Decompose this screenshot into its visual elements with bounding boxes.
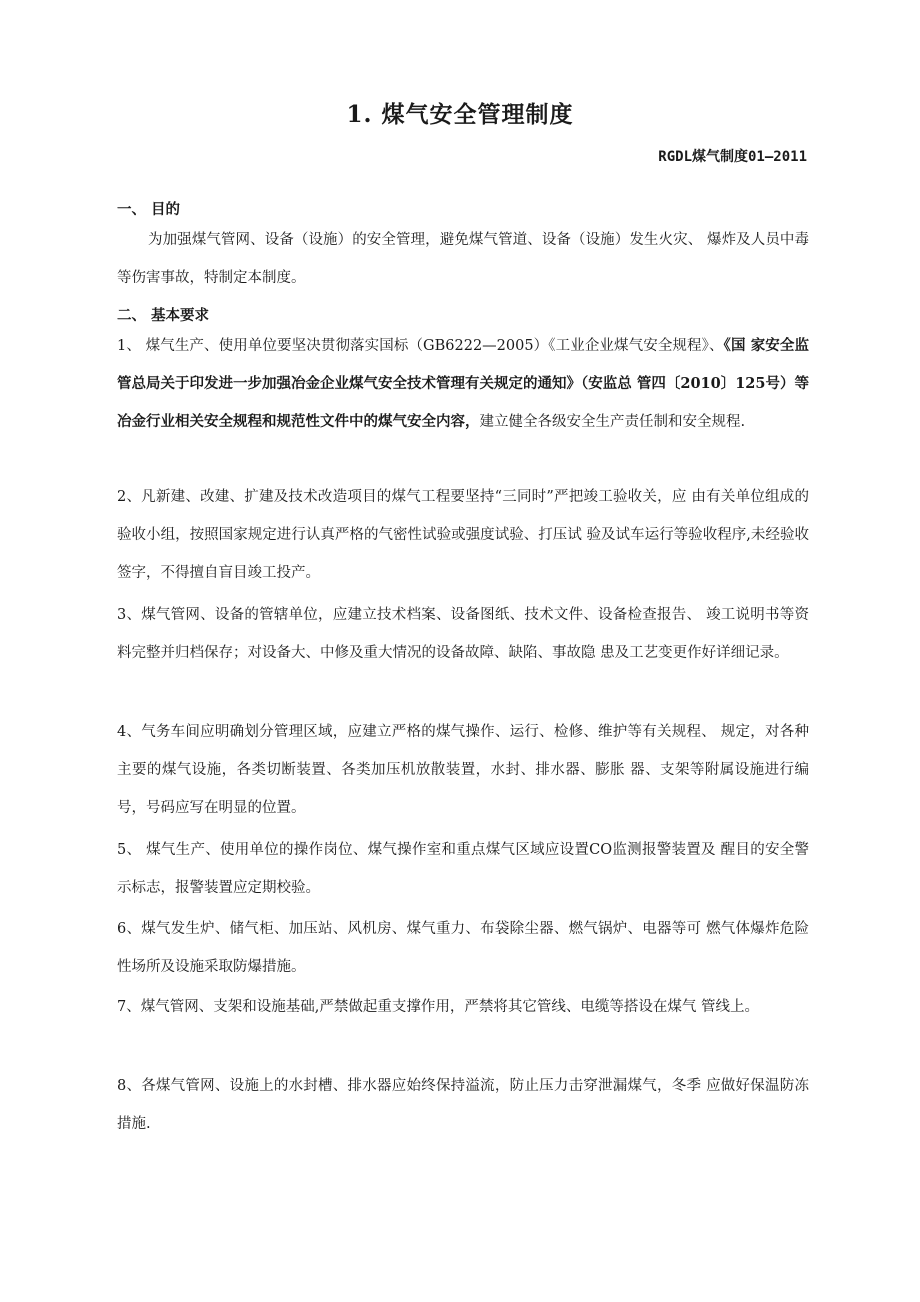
requirement-item-2: 2、凡新建、改建、扩建及技术改造项目的煤气工程要坚持“三同时”严把竣工验收关，应 由有关单位组成的验收小组，按照国家规定进行认真严格的气密性试验或强度试验、打压试 验及试车运行等验收程序,未经验收签字，不得擅自盲目竣工投产。 <box>117 489 809 581</box>
requirement-item-1 <box>117 327 809 441</box>
requirement-item-1-tail: 建立健全各级安全生产责任制和安全规程. <box>479 414 746 430</box>
requirement-item-1-bold: 《国 家安全监管总局关于印发进一步加强冶金企业煤气安全技术管理有关规定的通知》（安监总 管四〔2010〕125号）等冶金行业相关安全规程和规范性文件中的煤气安全内容， <box>117 337 809 430</box>
requirement-item-4: 4、气务车间应明确划分管理区域，应建立严格的煤气操作、运行、检修、维护等有关规程、 规定，对各种主要的煤气设施，各类切断装置、各类加压机放散装置，水封、排水器、膨胀 器、支架等附属设施进行编号，号码应写在明显的位置。 <box>117 724 809 816</box>
requirement-item-6: 6、煤气发生炉、储气柜、加压站、风机房、煤气重力、布袋除尘器、燃气锅炉、电器等可 燃气体爆炸危险性场所及设施采取防爆措施。 <box>117 921 809 975</box>
requirement-item-5: 5、 煤气生产、使用单位的操作岗位、煤气操作室和重点煤气区域应设置CO监测报警装置及 醒目的安全警示标志，报警装置应定期校验。 <box>117 842 809 896</box>
document-title: 1. 煤气安全管理制度 <box>346 101 574 128</box>
requirement-item-7: 7、煤气管网、支架和设施基础,严禁做起重支撑作用，严禁将其它管线、电缆等搭设在煤气 管线上。 <box>117 999 759 1015</box>
section-heading-purpose: 一、 目的 <box>117 201 181 218</box>
requirement-item-8: 8、各煤气管网、设施上的水封槽、排水器应始终保持溢流，防止压力击穿泄漏煤气，冬季 应做好保温防冻措施. <box>117 1078 809 1132</box>
requirement-item-1-lead: 1、 煤气生产、使用单位要坚决贯彻落实国标（GB6222—2005）《工业企业煤气安全规程》、 <box>117 338 724 354</box>
purpose-paragraph: 为加强煤气管网、设备（设施）的安全管理，避免煤气管道、设备（设施）发生火灾、 爆炸及人员中毒等伤害事故，特制定本制度。 <box>117 232 809 286</box>
section-heading-requirements: 二、 基本要求 <box>117 307 210 324</box>
requirement-item-3: 3、煤气管网、设备的管辖单位，应建立技术档案、设备图纸、技术文件、设备检查报告、 竣工说明书等资料完整并归档保存；对设备大、中修及重大情况的设备故障、缺陷、事故隐 患及工艺变更作好详细记录。 <box>117 607 809 661</box>
document-code: RGDL煤气制度01—2011 <box>658 149 807 165</box>
